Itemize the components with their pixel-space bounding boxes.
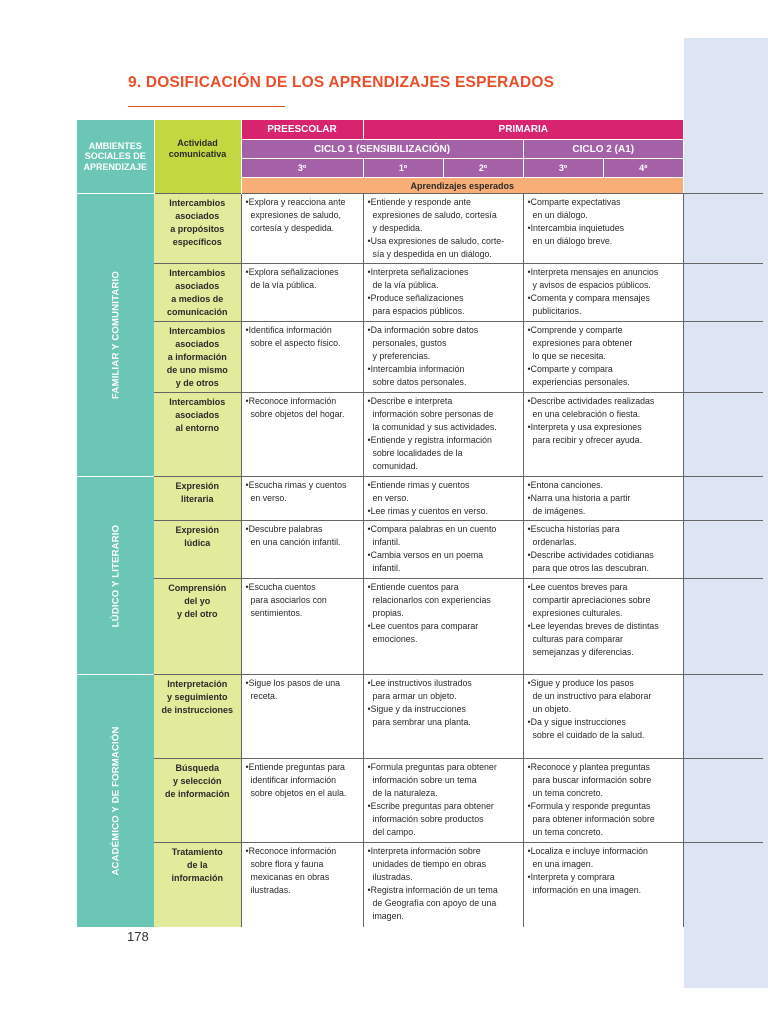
header-grade: 1º bbox=[363, 159, 443, 178]
header-ciclo-1: CICLO 1 (SENSIBILIZACIÓN) bbox=[241, 140, 523, 159]
outcome-list bbox=[368, 266, 520, 318]
outcome-list bbox=[528, 395, 680, 447]
outcome-list bbox=[246, 677, 360, 703]
outcome-list bbox=[368, 523, 520, 575]
table-row bbox=[77, 477, 763, 521]
ciclo1-cell bbox=[363, 843, 523, 927]
ciclo1-cell bbox=[363, 579, 523, 675]
row-right-pad bbox=[683, 521, 763, 579]
outcome-list bbox=[246, 479, 360, 505]
list-item: • Explora señalizaciones de la vía pública. bbox=[246, 266, 360, 292]
table-header bbox=[77, 120, 763, 194]
group-academico-formacion bbox=[77, 675, 154, 927]
outcome-list bbox=[246, 845, 360, 897]
outcome-list bbox=[246, 196, 360, 235]
list-item: • Compara palabras en un cuento infantil. bbox=[368, 523, 520, 549]
preescolar-cell bbox=[241, 393, 363, 477]
header-primaria: PRIMARIA bbox=[363, 120, 683, 140]
list-item: • Sigue y da instrucciones para sembrar una planta. bbox=[368, 703, 520, 729]
table-row bbox=[77, 393, 763, 477]
outcome-list bbox=[368, 479, 520, 518]
row-right-pad bbox=[683, 393, 763, 477]
outcome-list bbox=[246, 266, 360, 292]
outcome-list bbox=[368, 324, 520, 389]
ciclo1-cell bbox=[363, 759, 523, 843]
outcome-list bbox=[246, 761, 360, 800]
list-item: • Registra información de un tema de Geografía con apoyo de una imagen. bbox=[368, 884, 520, 923]
ciclo1-cell bbox=[363, 393, 523, 477]
list-item: • Da y sigue instrucciones sobre el cuidado de la salud. bbox=[528, 716, 680, 742]
outcome-list bbox=[368, 845, 520, 923]
preescolar-cell bbox=[241, 322, 363, 393]
activity-cell: Comprensión del yo y del otro bbox=[154, 579, 241, 675]
activity-cell: Expresión lúdica bbox=[154, 521, 241, 579]
outcome-list bbox=[528, 845, 680, 897]
header-right-pad bbox=[683, 120, 763, 194]
outcome-list bbox=[528, 479, 680, 518]
table-row bbox=[77, 759, 763, 843]
list-item: • Entiende y registra información sobre localidades de la comunidad. bbox=[368, 434, 520, 473]
list-item: • Lee instructivos ilustrados para armar un objeto. bbox=[368, 677, 520, 703]
activity-cell: Intercambios asociados a medios de comunicación bbox=[154, 264, 241, 322]
header-preescolar: PREESCOLAR bbox=[241, 120, 363, 140]
header-ambientes: AMBIENTES SOCIALES DE APRENDIZAJE bbox=[77, 120, 154, 194]
outcome-list bbox=[528, 581, 680, 659]
list-item: • Entiende preguntas para identificar información sobre objetos en el aula. bbox=[246, 761, 360, 800]
preescolar-cell bbox=[241, 477, 363, 521]
outcome-list bbox=[528, 266, 680, 318]
outcome-list bbox=[368, 581, 520, 646]
list-item: • Lee cuentos breves para compartir apreciaciones sobre expresiones culturales. bbox=[528, 581, 680, 620]
ciclo1-cell bbox=[363, 322, 523, 393]
list-item: • Localiza e incluye información en una imagen. bbox=[528, 845, 680, 871]
title-underline bbox=[128, 106, 285, 107]
header-actividad-spacer bbox=[154, 178, 241, 194]
header-aprendizajes-esperados: Aprendizajes esperados bbox=[241, 178, 683, 194]
list-item: • Comparte y compara experiencias personales. bbox=[528, 363, 680, 389]
list-item: • Entiende rimas y cuentos en verso. bbox=[368, 479, 520, 505]
outcome-list bbox=[246, 395, 360, 421]
outcome-list bbox=[528, 196, 680, 248]
header-grade: 4º bbox=[603, 159, 683, 178]
table-row bbox=[77, 322, 763, 393]
list-item: • Entiende cuentos para relacionarlos con experiencias propias. bbox=[368, 581, 520, 620]
activity-cell: Expresión literaria bbox=[154, 477, 241, 521]
list-item: • Formula y responde preguntas para obtener información sobre un tema concreto. bbox=[528, 800, 680, 839]
header-grade: 3º bbox=[241, 159, 363, 178]
group-ludico-literario bbox=[77, 477, 154, 675]
list-item: • Interpreta señalizaciones de la vía pública. bbox=[368, 266, 520, 292]
list-item: • Descubre palabras en una canción infantil. bbox=[246, 523, 360, 549]
ciclo2-cell bbox=[523, 393, 683, 477]
preescolar-cell bbox=[241, 843, 363, 927]
list-item: • Usa expresiones de saludo, corte- sía y despedida en un diálogo. bbox=[368, 235, 520, 261]
ciclo1-cell bbox=[363, 264, 523, 322]
row-right-pad bbox=[683, 194, 763, 264]
ciclo2-cell bbox=[523, 477, 683, 521]
list-item: • Sigue y produce los pasos de un instructivo para elaborar un objeto. bbox=[528, 677, 680, 716]
row-right-pad bbox=[683, 579, 763, 675]
list-item: • Narra una historia a partir de imágenes. bbox=[528, 492, 680, 518]
list-item: • Escucha historias para ordenarlas. bbox=[528, 523, 680, 549]
list-item: • Produce señalizaciones para espacios públicos. bbox=[368, 292, 520, 318]
preescolar-cell bbox=[241, 759, 363, 843]
page-title: 9. DOSIFICACIÓN DE LOS APRENDIZAJES ESPERADOS bbox=[128, 74, 555, 91]
preescolar-cell bbox=[241, 675, 363, 759]
row-right-pad bbox=[683, 843, 763, 927]
row-right-pad bbox=[683, 477, 763, 521]
table-row bbox=[77, 843, 763, 927]
ciclo1-cell bbox=[363, 675, 523, 759]
list-item: • Formula preguntas para obtener información sobre un tema de la naturaleza. bbox=[368, 761, 520, 800]
list-item: • Intercambia información sobre datos personales. bbox=[368, 363, 520, 389]
preescolar-cell bbox=[241, 579, 363, 675]
activity-cell: Búsqueda y selección de información bbox=[154, 759, 241, 843]
list-item: • Interpreta mensajes en anuncios y avisos de espacios públicos. bbox=[528, 266, 680, 292]
ciclo2-cell bbox=[523, 843, 683, 927]
list-item: • Escucha cuentos para asociarlos con sentimientos. bbox=[246, 581, 360, 620]
activity-cell: Tratamiento de la información bbox=[154, 843, 241, 927]
preescolar-cell bbox=[241, 194, 363, 264]
list-item: • Comparte expectativas en un diálogo. bbox=[528, 196, 680, 222]
header-actividad: Actividad comunicativa bbox=[154, 120, 241, 178]
list-item: • Lee leyendas breves de distintas culturas para comparar semejanzas y diferencias. bbox=[528, 620, 680, 659]
outcome-list bbox=[368, 196, 520, 261]
activity-cell: Intercambios asociados al entorno bbox=[154, 393, 241, 477]
list-item: • Lee cuentos para comparar emociones. bbox=[368, 620, 520, 646]
outcome-list bbox=[528, 523, 680, 575]
list-item: • Explora y reacciona ante expresiones de saludo, cortesía y despedida. bbox=[246, 196, 360, 235]
header-ciclo-2: CICLO 2 (A1) bbox=[523, 140, 683, 159]
table-row bbox=[77, 264, 763, 322]
list-item: • Comenta y compara mensajes publicitarios. bbox=[528, 292, 680, 318]
list-item: • Intercambia inquietudes en un diálogo breve. bbox=[528, 222, 680, 248]
list-item: • Reconoce información sobre objetos del hogar. bbox=[246, 395, 360, 421]
list-item: • Escribe preguntas para obtener información sobre productos del campo. bbox=[368, 800, 520, 839]
list-item: • Describe actividades realizadas en una celebración o fiesta. bbox=[528, 395, 680, 421]
ciclo2-cell bbox=[523, 675, 683, 759]
list-item: • Reconoce información sobre flora y fauna mexicanas en obras ilustradas. bbox=[246, 845, 360, 897]
list-item: • Describe actividades cotidianas para que otros las descubran. bbox=[528, 549, 680, 575]
table-body bbox=[77, 194, 763, 927]
list-item: • Lee rimas y cuentos en verso. bbox=[368, 505, 520, 518]
list-item: • Reconoce y plantea preguntas para buscar información sobre un tema concreto. bbox=[528, 761, 680, 800]
ciclo1-cell bbox=[363, 477, 523, 521]
group-label: ACADÉMICO Y DE FORMACIÓN bbox=[110, 726, 121, 876]
activity-cell: Interpretación y seguimiento de instrucciones bbox=[154, 675, 241, 759]
preescolar-cell bbox=[241, 264, 363, 322]
row-right-pad bbox=[683, 675, 763, 759]
page-number: 178 bbox=[127, 929, 149, 944]
ciclo1-cell bbox=[363, 194, 523, 264]
table-row bbox=[77, 521, 763, 579]
header-grade: 3º bbox=[523, 159, 603, 178]
list-item: • Entona canciones. bbox=[528, 479, 680, 492]
ciclo2-cell bbox=[523, 264, 683, 322]
outcome-list bbox=[368, 677, 520, 729]
list-item: • Identifica información sobre el aspecto físico. bbox=[246, 324, 360, 350]
table-row bbox=[77, 675, 763, 759]
outcome-list bbox=[368, 761, 520, 839]
outcome-list bbox=[246, 324, 360, 350]
learning-table-wrapper bbox=[77, 120, 763, 927]
group-label: LÚDICO Y LITERARIO bbox=[110, 524, 121, 627]
outcome-list bbox=[368, 395, 520, 473]
outcome-list bbox=[528, 677, 680, 742]
list-item: • Cambia versos en un poema infantil. bbox=[368, 549, 520, 575]
list-item: • Entiende y responde ante expresiones de saludo, cortesía y despedida. bbox=[368, 196, 520, 235]
list-item: • Describe e interpreta información sobre personas de la comunidad y sus actividades. bbox=[368, 395, 520, 434]
list-item: • Interpreta y comprara información en una imagen. bbox=[528, 871, 680, 897]
ciclo1-cell bbox=[363, 521, 523, 579]
row-right-pad bbox=[683, 759, 763, 843]
list-item: • Escucha rimas y cuentos en verso. bbox=[246, 479, 360, 505]
ciclo2-cell bbox=[523, 322, 683, 393]
activity-cell: Intercambios asociados a propósitos específicos bbox=[154, 194, 241, 264]
table-row bbox=[77, 194, 763, 264]
group-familiar-comunitario bbox=[77, 194, 154, 477]
outcome-list bbox=[528, 324, 680, 389]
group-label: FAMILIAR Y COMUNITARIO bbox=[110, 271, 121, 399]
list-item: • Da información sobre datos personales, gustos y preferencias. bbox=[368, 324, 520, 363]
activity-cell: Intercambios asociados a información de uno mismo y de otros bbox=[154, 322, 241, 393]
list-item: • Interpreta y usa expresiones para recibir y ofrecer ayuda. bbox=[528, 421, 680, 447]
row-right-pad bbox=[683, 322, 763, 393]
ciclo2-cell bbox=[523, 194, 683, 264]
ciclo2-cell bbox=[523, 759, 683, 843]
ciclo2-cell bbox=[523, 579, 683, 675]
ciclo2-cell bbox=[523, 521, 683, 579]
table-row bbox=[77, 579, 763, 675]
row-right-pad bbox=[683, 264, 763, 322]
list-item: • Comprende y comparte expresiones para obtener lo que se necesita. bbox=[528, 324, 680, 363]
outcome-list bbox=[528, 761, 680, 839]
outcome-list bbox=[246, 581, 360, 620]
outcome-list bbox=[246, 523, 360, 549]
learning-outcomes-table bbox=[77, 120, 763, 927]
list-item: • Sigue los pasos de una receta. bbox=[246, 677, 360, 703]
preescolar-cell bbox=[241, 521, 363, 579]
header-grade: 2º bbox=[443, 159, 523, 178]
list-item: • Interpreta información sobre unidades de tiempo en obras ilustradas. bbox=[368, 845, 520, 884]
